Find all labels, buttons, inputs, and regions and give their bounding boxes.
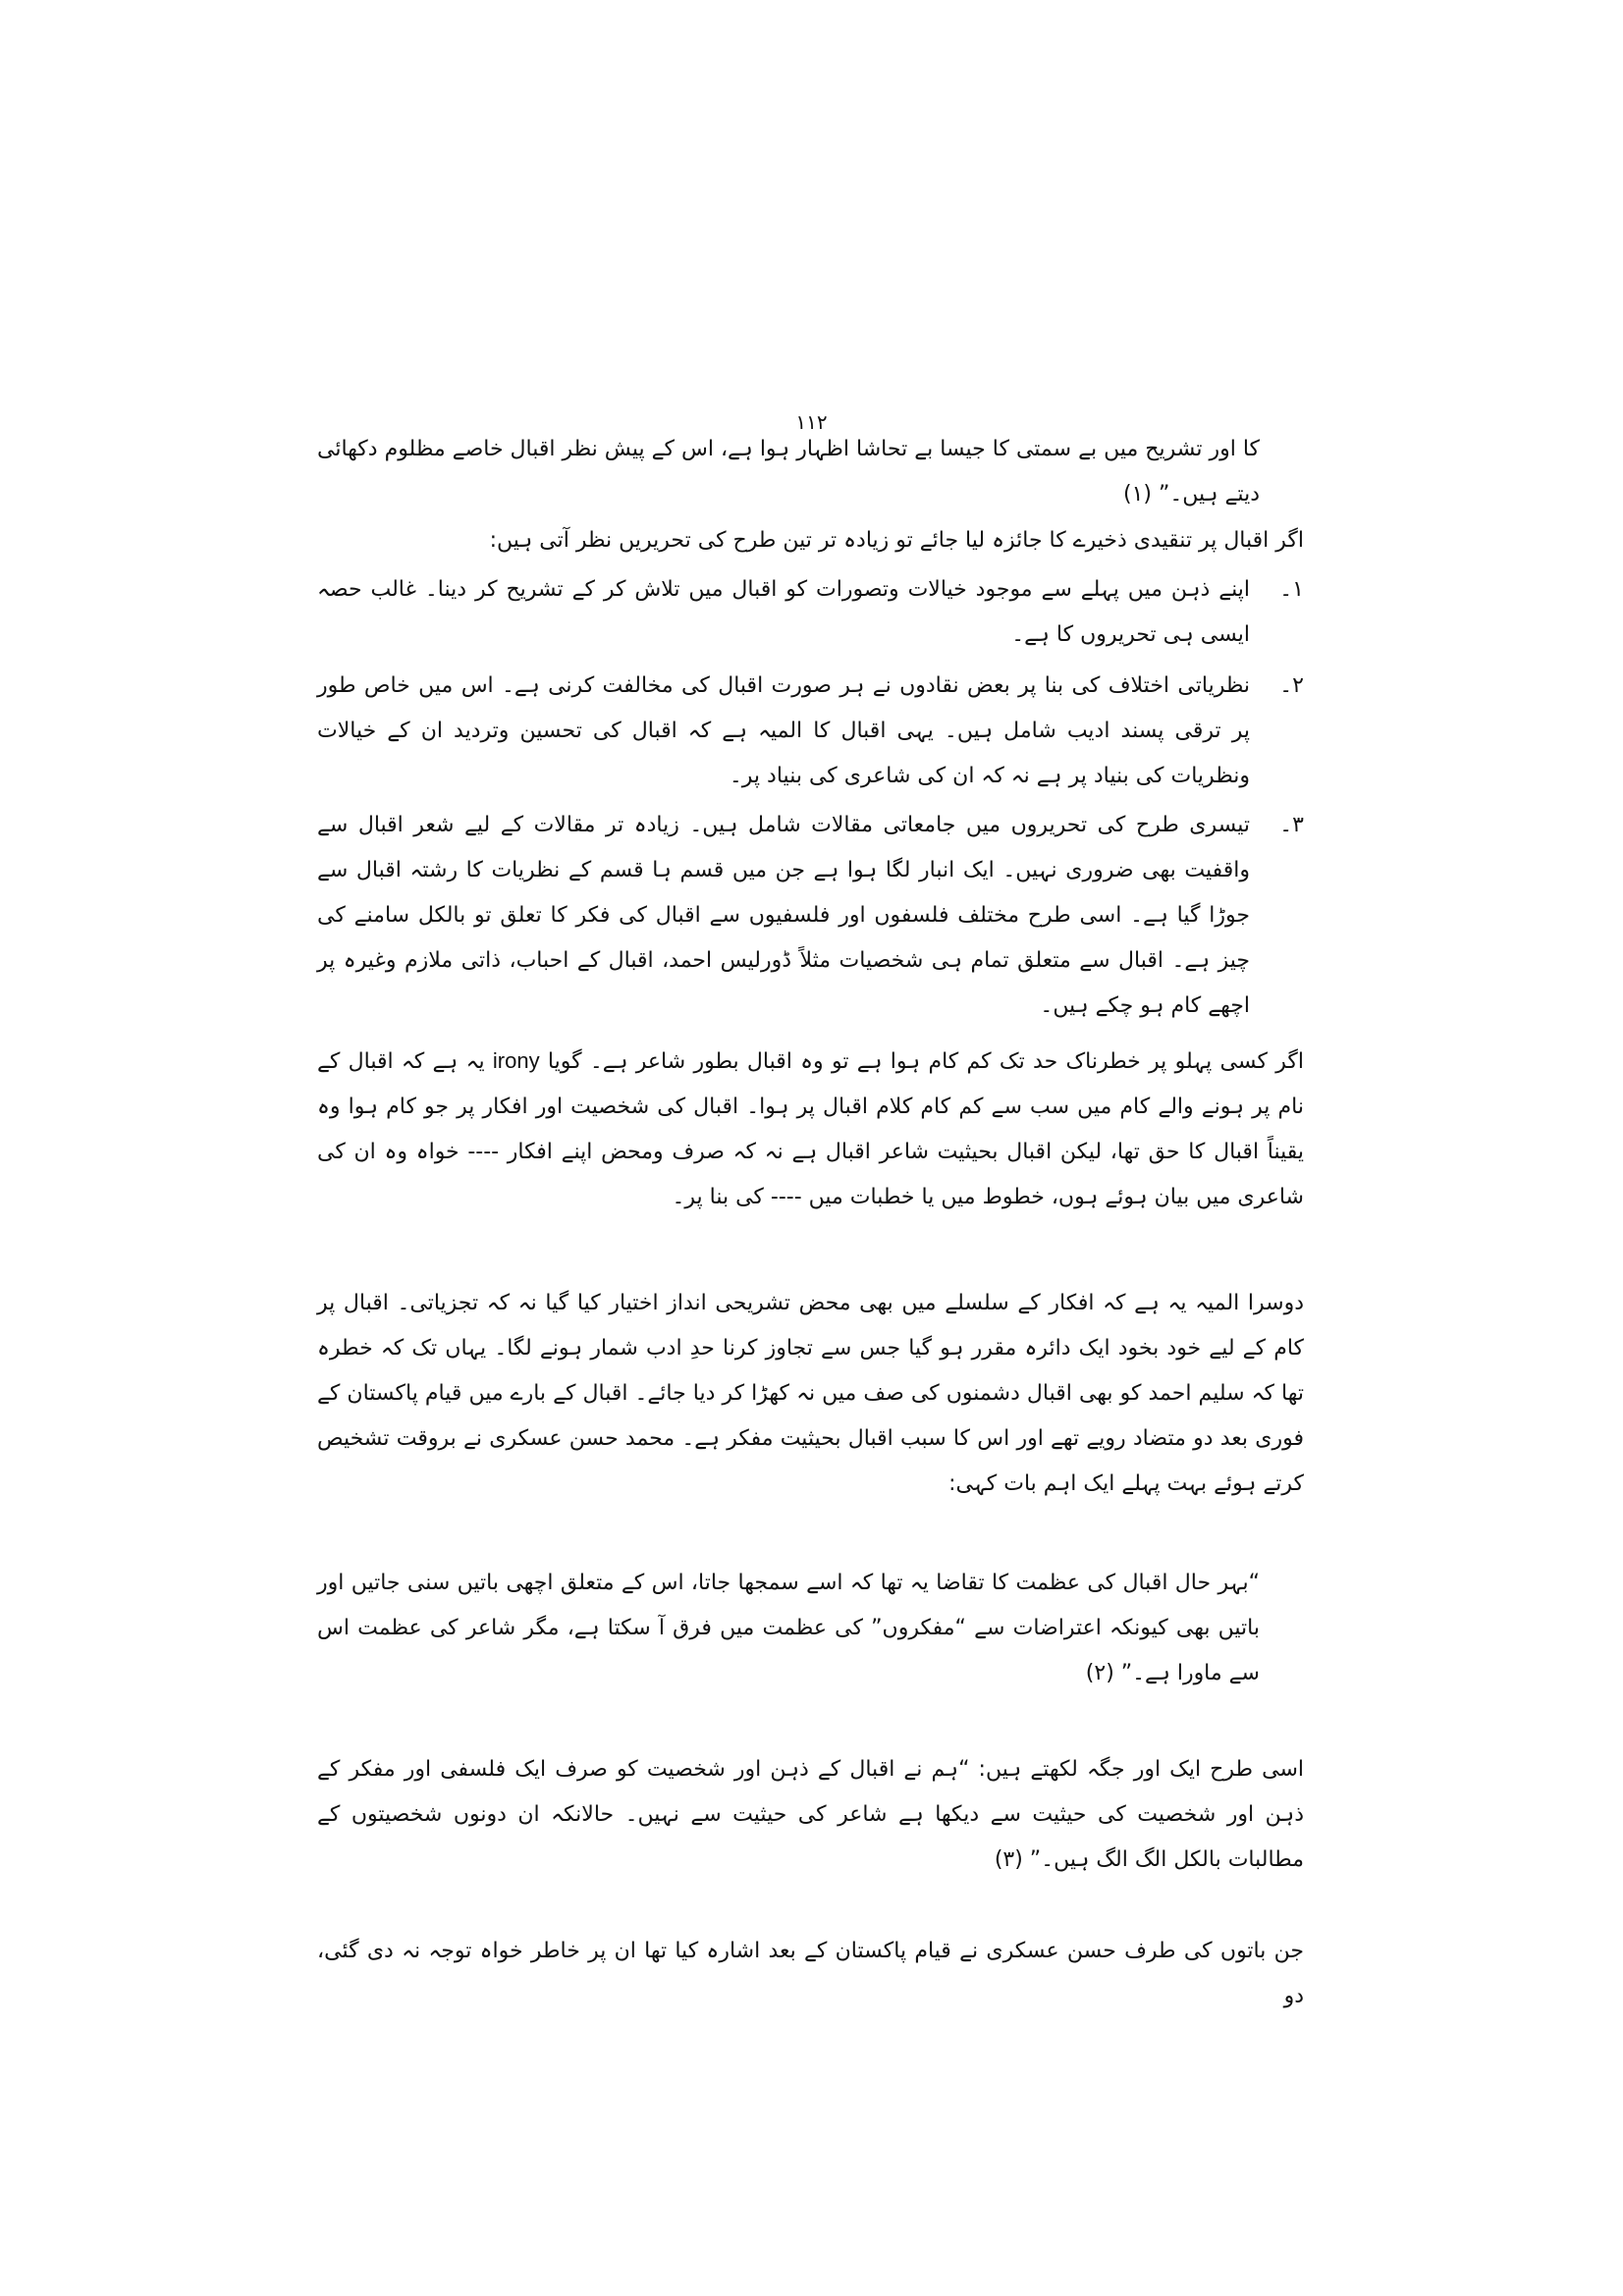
list-item-3	[317, 803, 1304, 1029]
list-item-text: تیسری طرح کی تحریروں میں جامعاتی مقالات شامل ہیں۔ زیادہ تر مقالات کے لیے شعر اقبال سے واقفیت بھی ضروری نہیں۔ ایک انبار لگا ہوا ہے جن میں قسم ہا قسم کے نظریات کا رشتہ اقبال سے جوڑا گیا ہے۔ اسی طرح مختلف فلسفوں اور فلسفیوں سے اقبال کی فکر کا تعلق تو بالکل سامنے کی چیز ہے۔ اقبال سے متعلق تمام ہی شخصیات مثلاً ڈورلیس احمد، اقبال کے احباب، ذاتی ملازم وغیرہ پر اچھے کام ہو چکے ہیں۔	[317, 813, 1250, 1018]
list-number: ۱۔	[1279, 577, 1304, 602]
list-number: ۳۔	[1279, 813, 1304, 837]
list-item-text: اپنے ذہن میں پہلے سے موجود خیالات وتصورات کو اقبال میں تلاش کر کے تشریح کر دینا۔ غالب حصہ ایسی ہی تحریروں کا ہے۔	[317, 577, 1250, 647]
second-tragedy-paragraph: دوسرا المیہ یہ ہے کہ افکار کے سلسلے میں بھی محض تشریحی انداز اختیار کیا گیا نہ کہ تجزیاتی۔ اقبال پر کام کے لیے خود بخود ایک دائرہ مقرر ہو گیا جس سے تجاوز کرنا حدِ ادب شمار ہونے لگا۔ یہاں تک کہ خطرہ تھا کہ سلیم احمد کو بھی اقبال دشمنوں کی صف میں نہ کھڑا کر دیا جائے۔ اقبال کے بارے میں قیام پاکستان کے فوری بعد دو متضاد رویے تھے اور اس کا سبب اقبال بحیثیت مفکر ہے۔ محمد حسن عسکری نے بروقت تشخیص کرتے ہوئے بہت پہلے ایک اہم بات کہی:	[317, 1291, 1304, 1496]
page-number: ۱۱۲	[795, 410, 828, 434]
another-quote-paragraph: اسی طرح ایک اور جگہ لکھتے ہیں: “ہم نے اقبال کے ذہن اور شخصیت کو صرف ایک فلسفی اور مفکر کے ذہن اور شخصیت کی حیثیت سے دیکھا ہے شاعر کی حیثیت سے نہیں۔ حالانکہ ان دونوں شخصیتوں کے مطالبات بالکل الگ الگ ہیں۔” (۳)	[317, 1757, 1304, 1872]
irony-word: irony	[492, 1048, 540, 1073]
intro-paragraph: اگر اقبال پر تنقیدی ذخیرے کا جائزہ لیا جائے تو زیادہ تر تین طرح کی تحریریں نظر آتی ہیں:	[489, 528, 1304, 553]
irony-paragraph	[317, 1039, 1304, 1220]
quote-continuation: کا اور تشریح میں بے سمتی کا جیسا بے تحاشا اظہار ہوا ہے، اس کے پیش نظر اقبال خاصے مظلوم دکھائی دیتے ہیں۔” (۱)	[317, 437, 1260, 507]
list-item-1	[317, 567, 1304, 658]
list-number: ۲۔	[1279, 673, 1304, 698]
irony-paragraph-end: یہ ہے کہ اقبال کے نام پر ہونے والے کام میں سب سے کم کام کلام اقبال پر ہوا۔ اقبال کی شخصیت اور افکار پر جو کام ہوا وہ یقیناً اقبال کا حق تھا، لیکن اقبال بحیثیت شاعر اقبال ہے نہ کہ صرف ومحض اپنے افکار ---- خواہ وہ ان کی شاعری میں بیان ہوئے ہوں، خطوط میں یا خطبات میں ---- کی بنا پر۔	[317, 1049, 1304, 1209]
list-item-text: نظریاتی اختلاف کی بنا پر بعض نقادوں نے ہر صورت اقبال کی مخالفت کرنی ہے۔ اس میں خاص طور پر ترقی پسند ادیب شامل ہیں۔ یہی اقبال کا المیہ ہے کہ اقبال کی تحسین وتردید ان کے خیالات ونظریات کی بنیاد پر ہے نہ کہ ان کی شاعری کی بنیاد پر۔	[317, 673, 1250, 788]
list-item-2	[317, 664, 1304, 799]
irony-paragraph-start: اگر کسی پہلو پر خطرناک حد تک کم کام ہوا ہے تو وہ اقبال بطور شاعر ہے۔ گویا	[539, 1049, 1304, 1074]
askari-quote: “بہر حال اقبال کی عظمت کا تقاضا یہ تھا کہ اسے سمجھا جاتا، اس کے متعلق اچھی باتیں سنی جاتیں اور باتیں بھی کیونکہ اعتراضات سے “مفکروں” کی عظمت میں فرق آ سکتا ہے، مگر شاعر کی عظمت اس سے ماورا ہے۔” (۲)	[317, 1571, 1260, 1685]
closing-paragraph: جن باتوں کی طرف حسن عسکری نے قیام پاکستان کے بعد اشارہ کیا تھا ان پر خاطر خواہ توجہ نہ دی گئی، دو	[317, 1939, 1304, 2008]
